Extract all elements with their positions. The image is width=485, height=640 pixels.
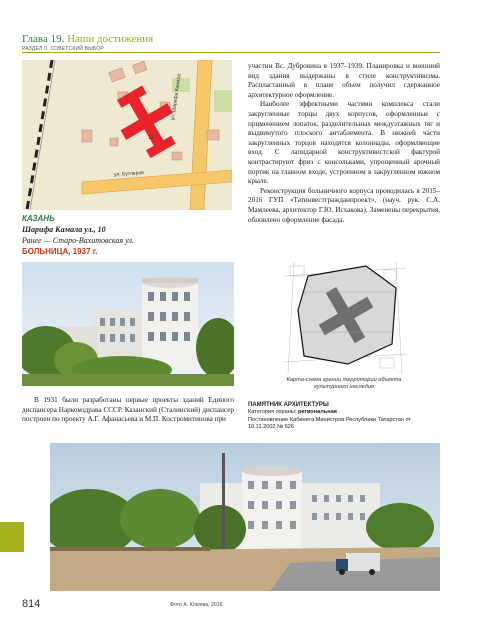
location-map	[22, 60, 232, 210]
caption-city: КАЗАНЬ	[22, 214, 55, 223]
caption-street: Шарифа Камала ул., 10	[22, 225, 106, 234]
text-column-left	[22, 396, 234, 425]
text-column-right	[248, 62, 440, 225]
heritage-boundary-map-drawing	[284, 262, 406, 374]
photo-street-view	[50, 443, 440, 591]
heritage-boundary-map	[284, 262, 406, 374]
chapter-heading	[22, 33, 153, 45]
header-divider	[22, 52, 440, 53]
building-number-label: 12	[148, 135, 154, 141]
caption-title: БОЛЬНИЦА, 1937 г.	[22, 247, 98, 256]
chapter-title: Наши достижения	[67, 33, 154, 45]
street-label-vertical: ул. Шарифа Камала	[170, 73, 183, 121]
section-heading: РАЗДЕЛ II. СОВЕТСКИЙ ВЫБОР	[22, 46, 104, 52]
chapter-prefix: Глава 19.	[22, 33, 68, 45]
location-map-drawing	[22, 60, 232, 210]
map-caption: Карта-схема границ территории объекта культурного наследия	[286, 377, 402, 390]
paragraph-history-start: В 1931 были разработаны первые проекты зданий Единого диспансера Наркомздрава СССР. Казанский (Сталинский) диспансер построен по проекту А.Г. Афанасьева и М.П. Костромитинова при	[22, 396, 234, 424]
photo-building-corner-image	[22, 262, 234, 386]
photo-street-view-image	[50, 443, 440, 591]
page-edge-tab	[0, 522, 24, 552]
category-label: Категория охраны:	[248, 409, 298, 416]
monument-title: ПАМЯТНИК АРХИТЕКТУРЫ	[248, 402, 329, 408]
protection-category	[248, 409, 440, 416]
photo-building-corner	[22, 262, 234, 386]
object-caption	[22, 213, 232, 257]
street-label-horizontal: ул. Бутлеров	[113, 169, 145, 179]
monument-info	[248, 402, 440, 432]
category-value: региональная	[298, 409, 337, 416]
photo-credit: Фото А. Клюева, 2016	[170, 602, 223, 608]
page-number: 814	[22, 598, 41, 610]
paragraph-history-cont: участии Вс. Дубровина в 1937–1939. Планировка и внешний вид здания выдержаны в стиле конструктивизма. Распластанный в плане объем получил сдержанное архитектурное оформление.	[248, 62, 440, 99]
decree-text: Постановление Кабинета Министров Республики Татарстан от 10.11.2002 № 626	[248, 416, 412, 431]
caption-former-name: Ранее — Старо-Вахитовская ул.	[22, 236, 134, 245]
paragraph-reconstruction: Реконструкция больничного корпуса проводилась в 2015–2016 ГУП «Татинвестгражданпроект», (науч. рук. С.А. Мамлеева, архитектор Г.Ю. Исхакова). Заменены перекрытия, обновлено оформление фасада.	[248, 186, 440, 224]
paragraph-facades: Наиболее эффектными частями комплекса стали закругленные торцы двух корпусов, оформленные с применением лопаток, разделительных междуэтажных тяг и выдвинутого плоского антаблемента. В нижней части закругленных торцов находятся колоннады, оформляющие вход. С лапидарной конструктивистской фактурой контрастируют фриз с консольками, упрощенный арочный портик на главном входе, устроенном в закругленном южном крыле.	[248, 100, 440, 186]
